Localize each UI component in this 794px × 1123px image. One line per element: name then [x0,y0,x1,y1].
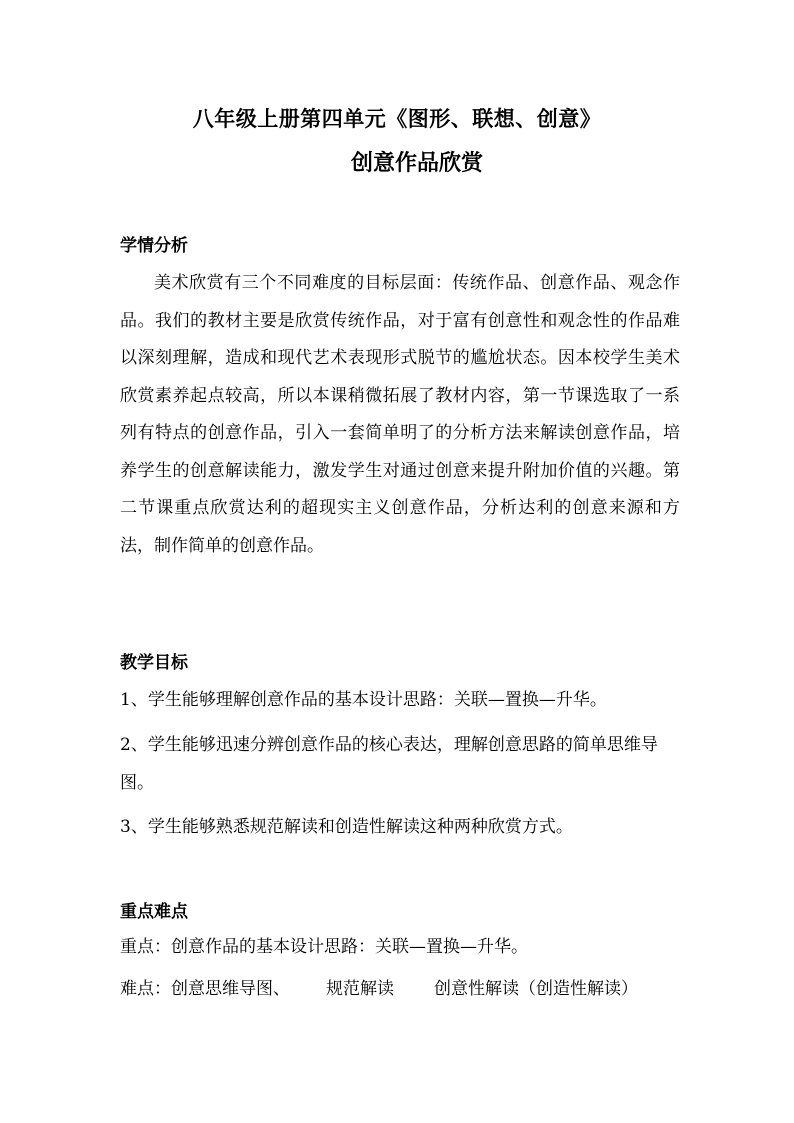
objective-item-3: 3、学生能够熟悉规范解读和创造性解读这种两种欣赏方式。 [120,817,573,837]
objective-item-2: 2、学生能够迅速分辨创意作品的核心表达，理解创意思路的简单思维导图。 [120,735,658,793]
difficulty-label: 难点：创意思维导图、 [120,979,290,999]
section-heading-analysis: 学情分析 [120,236,188,256]
document-title-line1: 八年级上册第四单元《图形、联想、创意》 [192,106,602,131]
document-title-line2: 创意作品欣赏 [350,150,483,176]
section-heading-key-points: 重点难点 [120,902,188,922]
difficulty-line [120,971,680,1009]
difficulty-part-3: 创意性解读（创造性解读） [434,979,638,999]
key-point-line: 重点：创意作品的基本设计思路：关联—置换—升华。 [120,937,528,957]
analysis-paragraph: 美术欣赏有三个不同难度的目标层面：传统作品、创意作品、观念作品。我们的教材主要是欣赏传统作品，对于富有创意性和观念性的作品难以深刻理解，造成和现代艺术表现形式脱节的尴尬状态。因本校学生美术欣赏素养起点较高，所以本课稍微拓展了教材内容，第一节课选取了一系列有特点的创意作品，引入一套简单明了的分析方法来解读创意作品，培养学生的创意解读能力，激发学生对通过创意来提升附加价值的兴趣。第二节课重点欣赏达利的超现实主义创意作品，分析达利的创意来源和方法，制作简单的创意作品。 [120,273,680,556]
difficulty-part-2: 规范解读 [326,979,394,999]
section-heading-objectives: 教学目标 [120,653,188,673]
objective-item-1: 1、学生能够理解创意作品的基本设计思路：关联—置换—升华。 [120,690,607,710]
